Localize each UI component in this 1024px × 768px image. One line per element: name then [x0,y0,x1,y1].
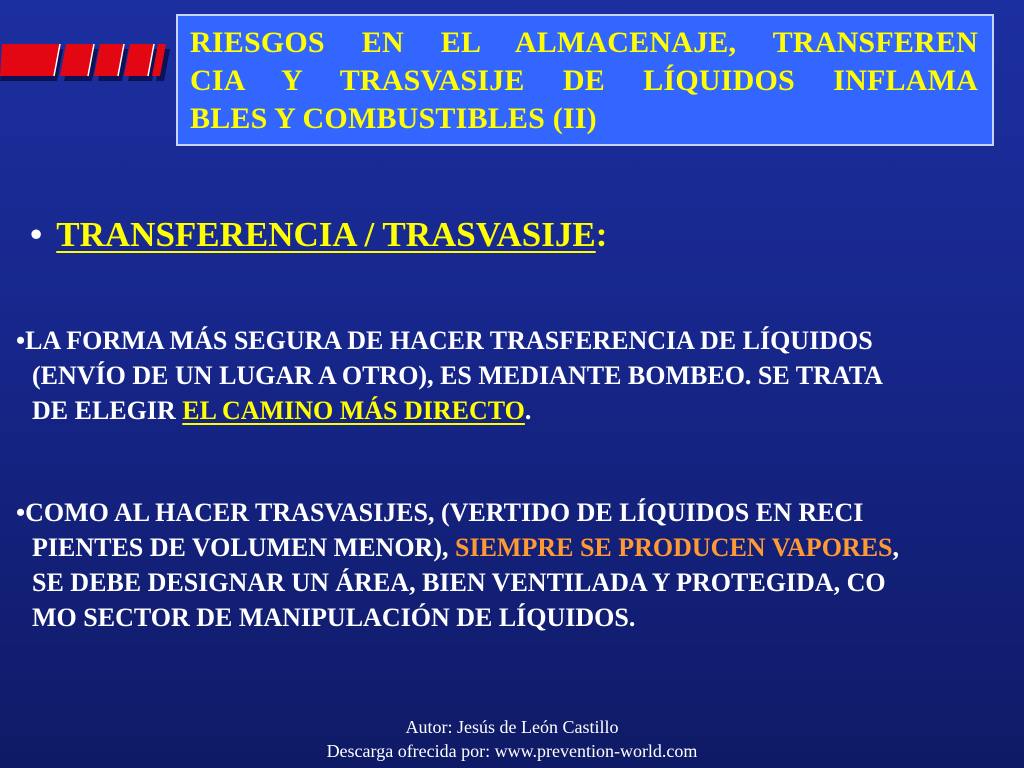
paragraph-line [16,530,1010,565]
paragraph-bullet: • [16,326,26,355]
paragraph-text: COMO AL HACER TRASVASIJES, (VERTIDO DE LÍQUIDOS EN RECI [25,498,864,527]
paragraph-text: LA FORMA MÁS SEGURA DE HACER TRASFERENCIA DE LÍQUIDOS [25,326,873,355]
slide-footer [0,715,1024,763]
bullet-paragraph-transfer [16,323,1010,428]
paragraph-text: . [524,396,532,425]
bullet-paragraph-pouring [16,495,1010,635]
paragraph-line: SE DEBE DESIGNAR UN ÁREA, BIEN VENTILADA Y PROTEGIDA, CO [32,568,886,597]
paragraph-line [16,393,1010,428]
slide-title-line-1: RIESGOS EN EL ALMACENAJE, TRANSFEREN [190,26,978,59]
paragraph-line: (ENVÍO DE UN LUGAR A OTRO), ES MEDIANTE BOMBEO. SE TRATA [32,361,883,390]
slide-title-box [176,14,994,146]
paragraph-text: , [892,533,899,562]
highlight-vapors: SIEMPRE SE PRODUCEN VAPORES [454,533,893,562]
paragraph-bullet: • [16,498,26,527]
heading-text: TRANSFERENCIA / TRASVASIJE [56,215,596,254]
slide-title-line-3: BLES Y COMBUSTIBLES (II) [190,102,597,135]
logo-red-bars-icon [0,42,170,82]
paragraph-text: PIENTES DE VOLUMEN MENOR), [32,533,455,562]
section-heading [30,210,607,260]
paragraph-line [16,495,1010,530]
slide-title-line-2: CIA Y TRASVASIJE DE LÍQUIDOS INFLAMA [190,64,978,97]
paragraph-line: MO SECTOR DE MANIPULACIÓN DE LÍQUIDOS. [32,603,636,632]
paragraph-text: DE ELEGIR [32,396,183,425]
heading-colon: : [595,215,608,254]
highlight-direct-path: EL CAMINO MÁS DIRECTO [182,396,525,425]
heading-bullet: • [30,215,43,254]
paragraph-line [16,323,1010,358]
footer-download-credit: Descarga ofrecida por: www.prevention-world.com [326,741,698,761]
footer-author: Autor: Jesús de León Castillo [405,717,619,737]
